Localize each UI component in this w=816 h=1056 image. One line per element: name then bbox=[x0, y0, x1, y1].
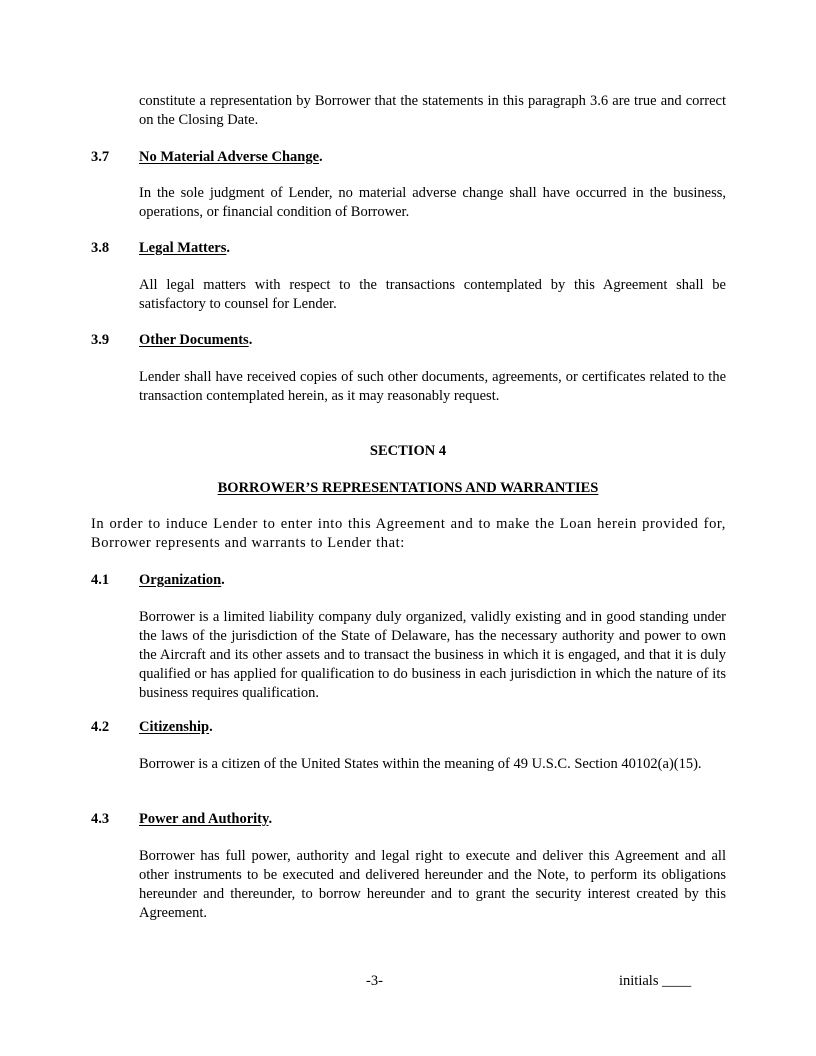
initials-line: initials ____ bbox=[619, 973, 692, 989]
section-title-3-8-text: Legal Matters bbox=[139, 240, 227, 256]
section-title-4-3-text: Power and Authority bbox=[139, 811, 269, 827]
section-title-4-3: Power and Authority. bbox=[139, 811, 273, 827]
section-body-3-9: Lender shall have received copies of such other documents, agreements, or certificates related to the transaction contemplated herein, as it may reasonably request. bbox=[139, 369, 726, 404]
section-body-4-2: Borrower is a citizen of the United States within the meaning of 49 U.S.C. Section 40102(a)(15). bbox=[139, 756, 702, 772]
section-body-4-1: Borrower is a limited liability company duly organized, validly existing and in good standing under the laws of the jurisdiction of the State of Delaware, has the necessary authority and power to own the Aircraft and its other assets and to transact the business in which it is engaged, and that it is duly qualified or has applied for qualification to do business in each jurisdiction in which the nature of its business requires qualification. bbox=[139, 609, 726, 701]
section-title-4-1-text: Organization bbox=[139, 572, 222, 588]
section-title-4-2: Citizenship. bbox=[139, 719, 213, 735]
section-4-subheading-text: BORROWER’S REPRESENTATIONS AND WARRANTIES bbox=[217, 480, 599, 496]
section-4-heading: SECTION 4 bbox=[369, 443, 447, 459]
section-number-4-3: 4.3 bbox=[91, 811, 110, 827]
section-title-3-9: Other Documents. bbox=[139, 332, 253, 348]
section-4-intro: In order to induce Lender to enter into this Agreement and to make the Loan herein provided for, Borrower represents and warrants to Lender that: bbox=[91, 516, 726, 551]
section-4-subheading bbox=[0, 479, 816, 498]
section-number-3-7: 3.7 bbox=[91, 149, 110, 165]
continuation-paragraph: constitute a representation by Borrower that the statements in this paragraph 3.6 are true and correct on the Closing Date. bbox=[139, 93, 726, 128]
section-title-3-9-text: Other Documents bbox=[139, 332, 249, 348]
section-title-4-1: Organization. bbox=[139, 572, 225, 588]
section-number-4-1: 4.1 bbox=[91, 572, 110, 588]
section-title-3-7: No Material Adverse Change. bbox=[139, 149, 323, 165]
page-number: -3- bbox=[366, 973, 383, 989]
section-number-3-9: 3.9 bbox=[91, 332, 110, 348]
section-body-4-3: Borrower has full power, authority and legal right to execute and deliver this Agreement and all other instruments to be executed and delivered hereunder and the Note, to perform its obligations hereunder and thereunder, to borrow hereunder and to grant the security interest created by this Agreement. bbox=[139, 848, 726, 921]
section-title-3-7-text: No Material Adverse Change bbox=[139, 149, 320, 165]
section-body-3-8: All legal matters with respect to the transactions contemplated by this Agreement shall be satisfactory to counsel for Lender. bbox=[139, 277, 726, 312]
section-number-4-2: 4.2 bbox=[91, 719, 110, 735]
section-body-3-7: In the sole judgment of Lender, no material adverse change shall have occurred in the business, operations, or financial condition of Borrower. bbox=[139, 185, 726, 220]
section-title-4-2-text: Citizenship bbox=[139, 719, 210, 735]
section-title-3-8: Legal Matters. bbox=[139, 240, 230, 256]
section-number-3-8: 3.8 bbox=[91, 240, 110, 256]
